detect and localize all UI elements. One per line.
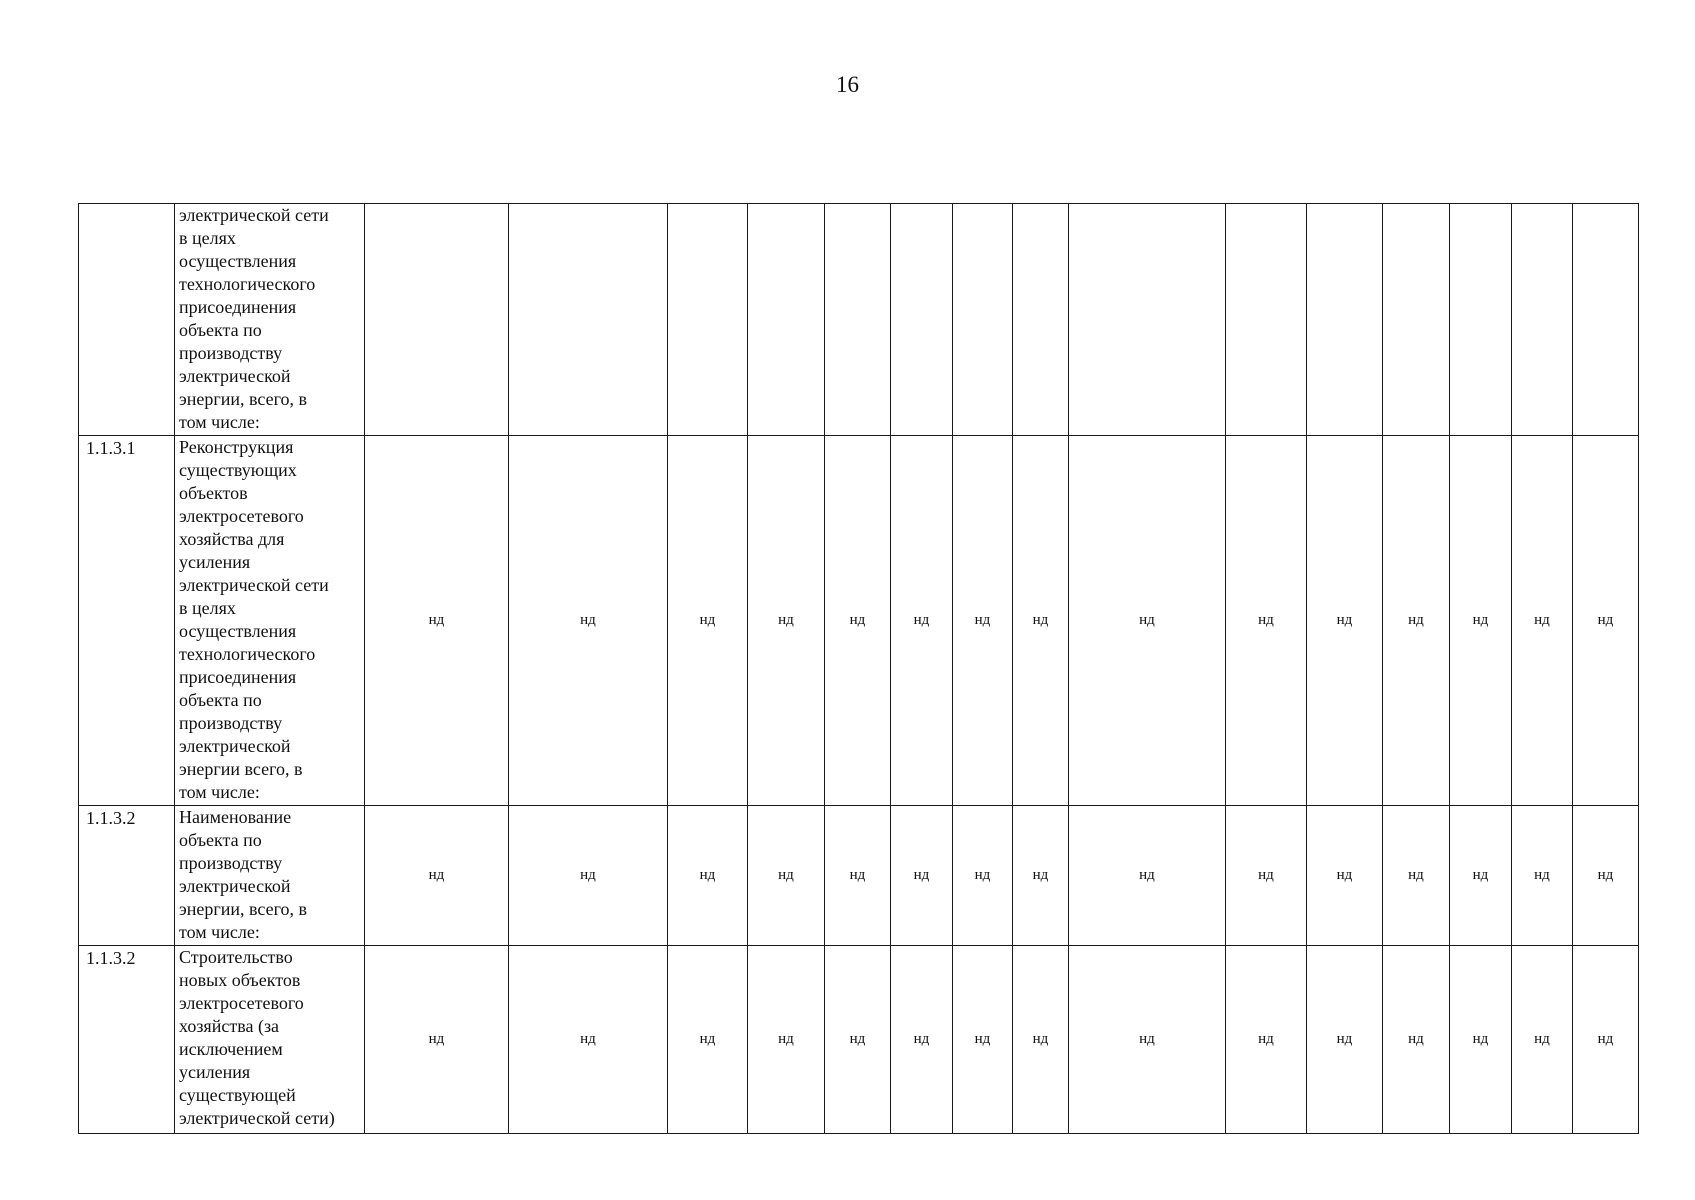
table-cell: [509, 204, 668, 436]
table-row: [79, 436, 1639, 806]
table-cell: нд: [1226, 436, 1307, 806]
table-row: [79, 806, 1639, 946]
table-cell: нд: [1512, 806, 1573, 946]
table-cell: нд: [509, 806, 668, 946]
table-cell: нд: [1226, 806, 1307, 946]
table-cell: нд: [1307, 806, 1383, 946]
table-cell: [1573, 204, 1639, 436]
page-number: 16: [836, 72, 859, 97]
table-cell: [1450, 204, 1512, 436]
table-cell: нд: [1383, 436, 1450, 806]
table-cell: [668, 204, 748, 436]
table-cell: [1383, 204, 1450, 436]
table-cell: [748, 204, 825, 436]
table-cell: нд: [1573, 436, 1639, 806]
table-cell: [825, 204, 891, 436]
table-cell: нд: [748, 946, 825, 1134]
row-number: 1.1.3.2: [79, 946, 175, 1134]
table-cell: нд: [891, 806, 953, 946]
table-cell: нд: [1069, 436, 1226, 806]
table-cell: нд: [668, 436, 748, 806]
table-cell: нд: [668, 946, 748, 1134]
table-row: [79, 204, 1639, 436]
table-cell: нд: [1013, 436, 1069, 806]
row-name: Наименование объекта по производству электрической энергии, всего, в том числе:: [175, 806, 365, 946]
row-number: [79, 204, 175, 436]
table-cell: [953, 204, 1013, 436]
row-number: 1.1.3.1: [79, 436, 175, 806]
table-cell: нд: [825, 946, 891, 1134]
row-number: 1.1.3.2: [79, 806, 175, 946]
table-cell: [1512, 204, 1573, 436]
table-cell: нд: [748, 806, 825, 946]
table-cell: нд: [365, 806, 509, 946]
table-cell: нд: [825, 436, 891, 806]
table-cell: нд: [1013, 806, 1069, 946]
table-cell: [1013, 204, 1069, 436]
table-cell: нд: [953, 436, 1013, 806]
table-cell: [1307, 204, 1383, 436]
table-cell: нд: [1573, 946, 1639, 1134]
table-cell: нд: [825, 806, 891, 946]
table-cell: нд: [953, 806, 1013, 946]
table-cell: нд: [1226, 946, 1307, 1134]
data-table: [78, 203, 1639, 1134]
table-cell: нд: [509, 436, 668, 806]
table-cell: нд: [1013, 946, 1069, 1134]
table-cell: нд: [1450, 436, 1512, 806]
table-row: [79, 946, 1639, 1134]
table-cell: нд: [1069, 946, 1226, 1134]
table-cell: нд: [1307, 946, 1383, 1134]
table-cell: нд: [509, 946, 668, 1134]
table-cell: нд: [668, 806, 748, 946]
table-cell: нд: [1512, 436, 1573, 806]
row-name: электрической сети в целях осуществления технологического присоединения объекта по производству электрической энергии, всего, в том числе:: [175, 204, 365, 436]
table-cell: нд: [891, 946, 953, 1134]
table-cell: нд: [953, 946, 1013, 1134]
table-cell: нд: [1450, 806, 1512, 946]
table-cell: нд: [1512, 946, 1573, 1134]
table-cell: нд: [891, 436, 953, 806]
table-cell: нд: [1450, 946, 1512, 1134]
table-cell: [891, 204, 953, 436]
table-cell: [1226, 204, 1307, 436]
table-cell: [1069, 204, 1226, 436]
table-cell: [365, 204, 509, 436]
table-cell: нд: [1573, 806, 1639, 946]
table-cell: нд: [1383, 806, 1450, 946]
table-cell: нд: [1307, 436, 1383, 806]
table-cell: нд: [365, 946, 509, 1134]
row-name: Реконструкция существующих объектов электросетевого хозяйства для усиления электрической сети в целях осуществления технологического присоединения объекта по производству электрической энергии всего, в том числе:: [175, 436, 365, 806]
table-cell: нд: [748, 436, 825, 806]
table-cell: нд: [365, 436, 509, 806]
table-cell: нд: [1069, 806, 1226, 946]
table-cell: нд: [1383, 946, 1450, 1134]
row-name: Строительство новых объектов электросетевого хозяйства (за исключением усиления существующей электрической сети): [175, 946, 365, 1134]
